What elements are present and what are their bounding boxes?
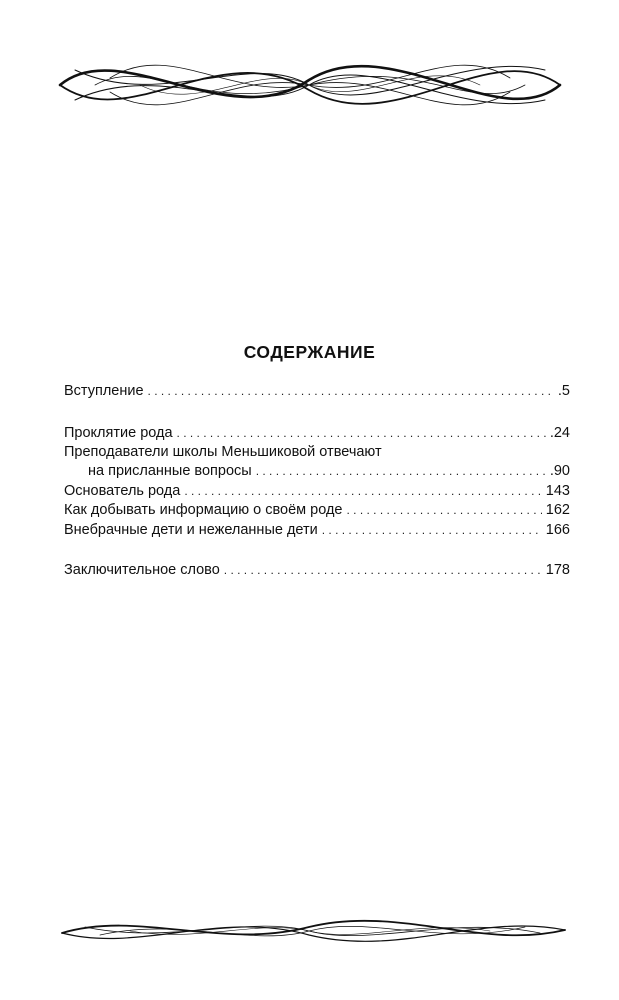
toc-entry-label: Проклятие рода: [64, 425, 173, 441]
toc-entry-label: Как добывать информацию о своём роде: [64, 502, 343, 518]
dot-leader: [256, 461, 546, 481]
toc-entry: [88, 461, 570, 481]
bottom-ornament: [0, 905, 619, 955]
toc-entry: [64, 381, 570, 401]
toc-entry-page: .5: [557, 383, 570, 399]
toc-entry-label: Вступление: [64, 383, 144, 399]
toc-entry-label: Внебрачные дети и нежеланные дети: [64, 522, 318, 538]
toc-entry-label: Основатель рода: [64, 483, 181, 499]
dot-leader: [347, 500, 542, 520]
toc-entry: [64, 560, 570, 580]
dot-leader: [184, 481, 541, 501]
toc-entry-page: 178: [545, 562, 570, 578]
dot-leader: [322, 520, 542, 540]
toc-entry-page: .90: [549, 463, 570, 479]
toc-entry-page: 143: [545, 483, 570, 499]
toc-entry-page: .24: [549, 425, 570, 441]
toc-entry: [64, 481, 570, 501]
toc-entry-label: на присланные вопросы: [88, 463, 252, 479]
dot-leader: [224, 560, 542, 580]
dot-leader: [177, 423, 546, 443]
toc-entry: [64, 423, 570, 443]
toc-entry-page: 162: [545, 502, 570, 518]
toc-entry-label-line1: Преподаватели школы Меньшиковой отвечают: [64, 444, 382, 460]
toc-entry: [64, 500, 570, 520]
toc-entry-page: 166: [545, 522, 570, 538]
toc-entry: [64, 520, 570, 540]
page-title: СОДЕРЖАНИЕ: [243, 342, 376, 362]
toc-entry-label: Заключительное слово: [64, 562, 220, 578]
dot-leader: [148, 381, 554, 401]
